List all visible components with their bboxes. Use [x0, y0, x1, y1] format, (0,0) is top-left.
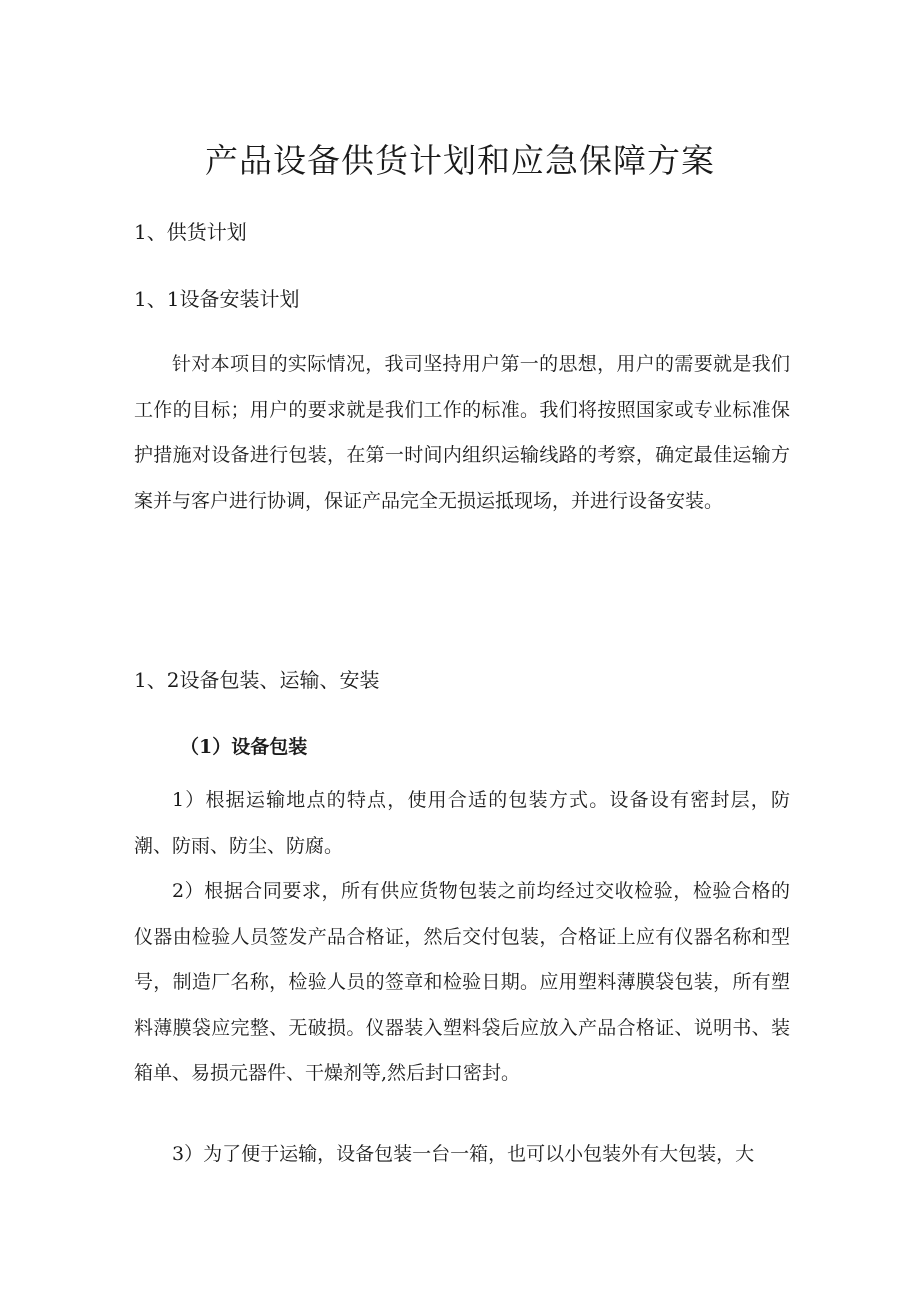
packaging-item-3: 3）为了便于运输，设备包装一台一箱，也可以小包装外有大包装，大 — [172, 1143, 755, 1165]
section-heading-supply-plan: 1、供货计划 — [134, 220, 247, 244]
installation-plan-paragraph: 针对本项目的实际情况，我司坚持用户第一的思想，用户的需要就是我们工作的目标；用户的要求就是我们工作的标准。我们将按照国家或专业标准保护措施对设备进行包装，在第一时间内组织运输线路的考察，确定最佳运输方案并与客户进行协调，保证产品完全无损运抵现场，并进行设备安装。 — [134, 353, 790, 512]
subsection-heading-packaging: （1）设备包装 — [180, 736, 308, 758]
packaging-item-2: 2）根据合同要求，所有供应货物包装之前均经过交收检验，检验合格的仪器由检验人员签发产品合格证，然后交付包装，合格证上应有仪器名称和型号，制造厂名称，检验人员的签章和检验日期。应用塑料薄膜袋包装，所有塑料薄膜袋应完整、无破损。仪器装入塑料袋后应放入产品合格证、说明书、装箱单、易损元器件、干燥剂等,然后封口密封。 — [134, 880, 790, 1084]
packaging-item-1: 1）根据运输地点的特点，使用合适的包装方式。设备设有密封层，防潮、防雨、防尘、防腐。 — [134, 789, 790, 857]
section-heading-packaging-transport-install: 1、2设备包装、运输、安装 — [134, 668, 380, 692]
document-title: 产品设备供货计划和应急保障方案 — [205, 141, 715, 180]
section-heading-installation-plan: 1、1设备安装计划 — [134, 287, 300, 311]
